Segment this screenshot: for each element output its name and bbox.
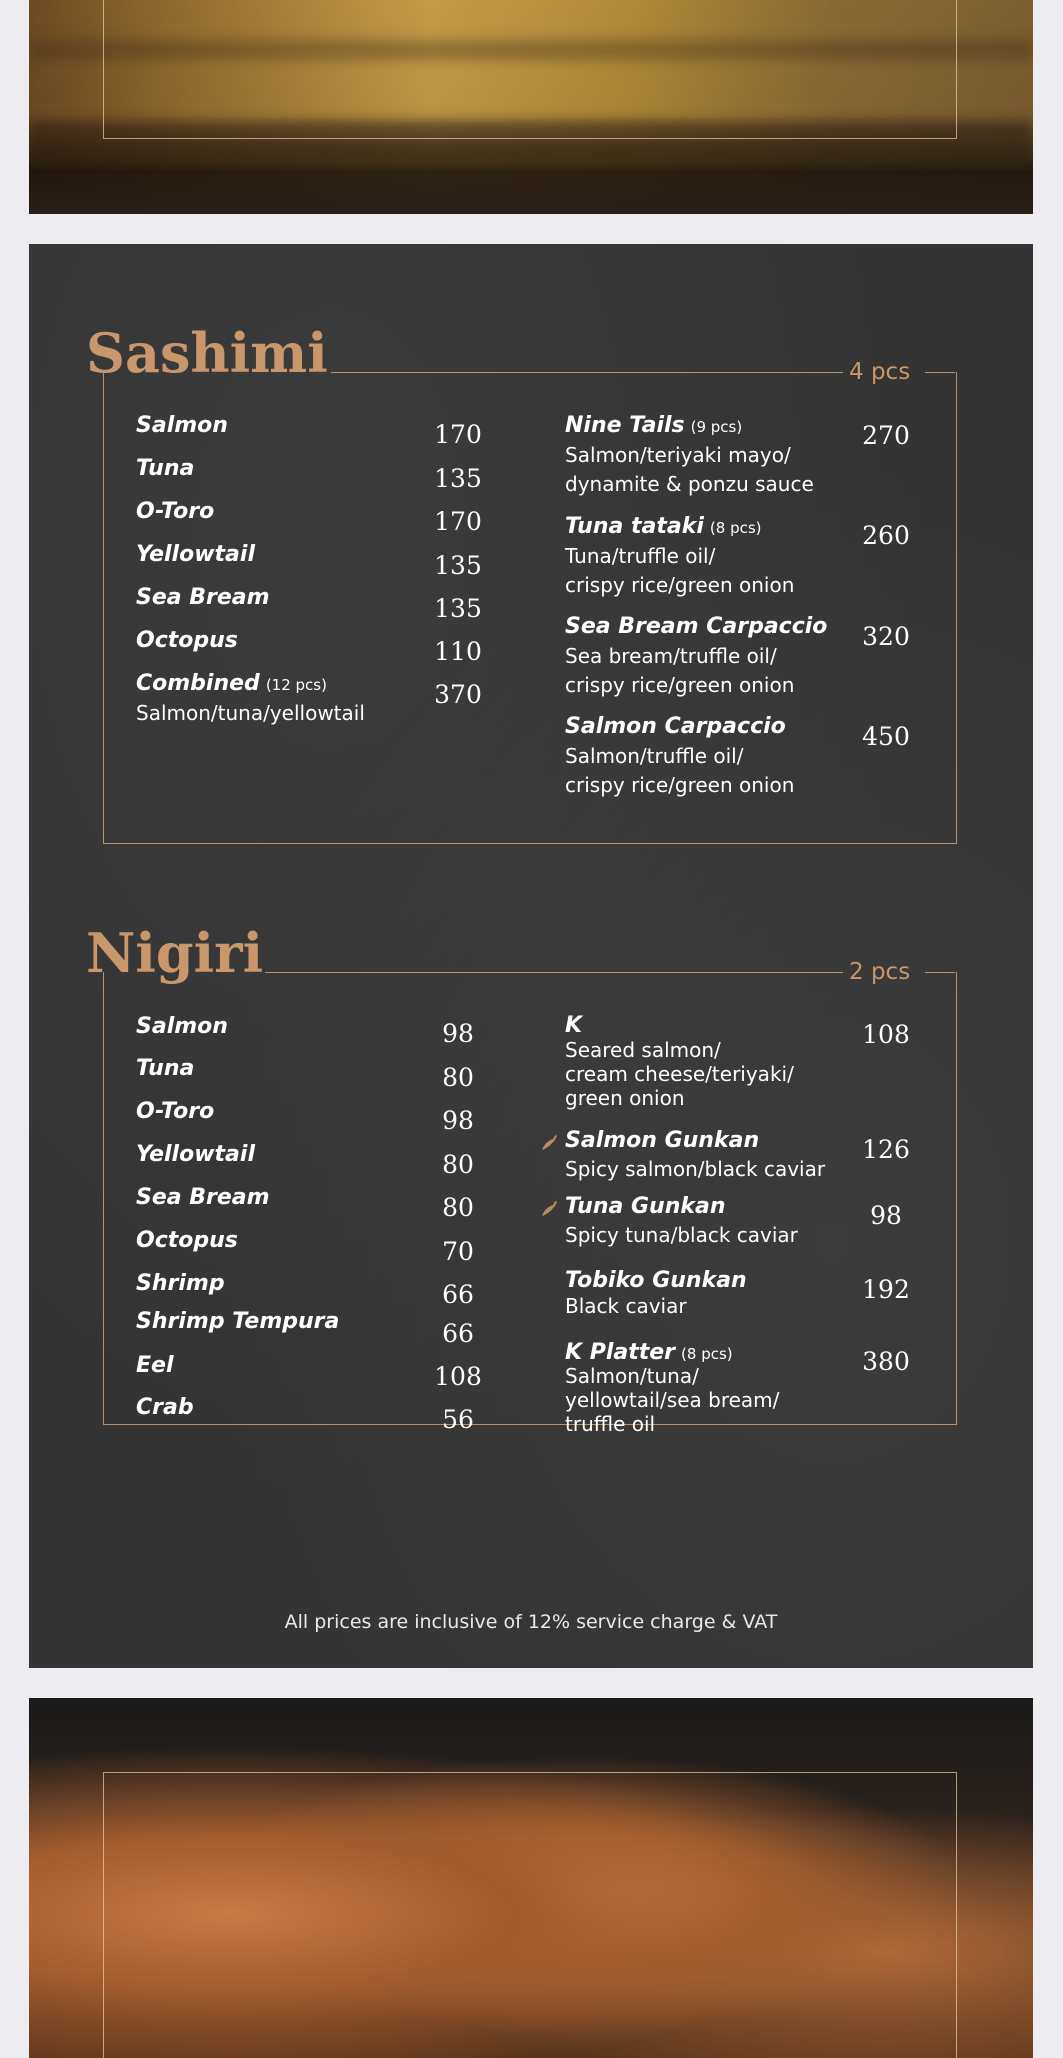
menu-board: [29, 244, 1033, 1668]
nigiri-item-desc: truffle oil: [565, 1412, 656, 1436]
nigiri-item-price: 192: [862, 1275, 910, 1304]
sashimi-item-desc: dynamite & ponzu sauce: [565, 472, 814, 496]
sashimi-item-price: 110: [434, 637, 482, 666]
sashimi-item-desc: crispy rice/green onion: [565, 573, 795, 597]
nigiri-item-price: 380: [862, 1347, 910, 1376]
nigiri-item-price: 56: [442, 1405, 474, 1434]
nigiri-item-desc: Seared salmon/: [565, 1038, 721, 1062]
nigiri-item-desc: yellowtail/sea bream/: [565, 1388, 780, 1412]
nigiri-pcs-label: 2 pcs: [849, 959, 911, 985]
item-pcs: (8 pcs): [681, 1345, 733, 1363]
sashimi-item-name: Combined (12 pcs): [136, 671, 327, 696]
nigiri-item-name: Shrimp: [136, 1271, 225, 1296]
sashimi-item-desc: crispy rice/green onion: [565, 773, 795, 797]
sashimi-item-price: 270: [862, 421, 910, 450]
nigiri-item-name: O-Toro: [136, 1099, 215, 1124]
sashimi-item-name: Yellowtail: [136, 542, 255, 567]
nigiri-item-price: 108: [862, 1020, 910, 1049]
nigiri-item-name: Eel: [136, 1353, 174, 1378]
top-food-photo: [29, 0, 1033, 214]
sashimi-item-price: 450: [862, 722, 910, 751]
nigiri-item-name: Yellowtail: [136, 1142, 255, 1167]
sashimi-item-name: O-Toro: [136, 499, 215, 524]
nigiri-item-price: 70: [442, 1237, 474, 1266]
sashimi-item-price: 370: [434, 680, 482, 709]
nigiri-item-desc: cream cheese/teriyaki/: [565, 1062, 794, 1086]
sashimi-item-name: Nine Tails (9 pcs): [565, 413, 743, 438]
nigiri-item-price: 66: [442, 1319, 474, 1348]
nigiri-item-name: Octopus: [136, 1228, 238, 1253]
sashimi-item-name: Sea Bream Carpaccio: [565, 614, 828, 639]
nigiri-item-price: 80: [442, 1193, 474, 1222]
sashimi-item-name: Salmon: [136, 413, 228, 438]
sashimi-item-price: 135: [434, 594, 482, 623]
price-footnote: All prices are inclusive of 12% service charge & VAT: [284, 1611, 778, 1633]
chili-icon: [539, 1133, 559, 1153]
sashimi-item-price: 135: [434, 464, 482, 493]
nigiri-item-desc: green onion: [565, 1086, 685, 1110]
nigiri-title: Nigiri: [86, 921, 264, 985]
nigiri-item-name: Sea Bream: [136, 1185, 270, 1210]
nigiri-item-name: Crab: [136, 1395, 194, 1420]
sashimi-item-desc: Salmon/tuna/yellowtail: [136, 701, 365, 725]
sashimi-item-price: 135: [434, 551, 482, 580]
nigiri-item-price: 98: [442, 1106, 474, 1135]
sashimi-item-price: 260: [862, 521, 910, 550]
nigiri-item-name: Salmon Gunkan: [565, 1128, 760, 1153]
nigiri-item-desc: Black caviar: [565, 1294, 687, 1318]
sashimi-pcs-label: 4 pcs: [849, 359, 911, 385]
sashimi-item-name: Sea Bream: [136, 585, 270, 610]
nigiri-item-name: Tobiko Gunkan: [565, 1268, 747, 1293]
sashimi-item-desc: Sea bream/truffle oil/: [565, 644, 777, 668]
sashimi-item-name: Tuna: [136, 456, 195, 481]
bottom-food-photo: [29, 1698, 1033, 2058]
sashimi-item-name: Tuna tataki (8 pcs): [565, 514, 762, 539]
sashimi-item-price: 170: [434, 420, 482, 449]
nigiri-item-name: Shrimp Tempura: [136, 1309, 340, 1334]
nigiri-item-name: Tuna: [136, 1056, 195, 1081]
nigiri-item-price: 98: [442, 1019, 474, 1048]
item-pcs: (12 pcs): [265, 676, 327, 694]
nigiri-item-name: Tuna Gunkan: [565, 1194, 726, 1219]
nigiri-item-price: 126: [862, 1135, 910, 1164]
sashimi-item-name: Salmon Carpaccio: [565, 714, 786, 739]
sashimi-item-price: 170: [434, 507, 482, 536]
nigiri-item-price: 98: [870, 1201, 902, 1230]
nigiri-item-desc: Spicy salmon/black caviar: [565, 1157, 826, 1181]
nigiri-item-name: K: [565, 1013, 583, 1038]
sashimi-title: Sashimi: [86, 321, 328, 385]
nigiri-item-desc: Salmon/tuna/: [565, 1364, 699, 1388]
nigiri-item-price: 66: [442, 1280, 474, 1309]
sashimi-item-desc: crispy rice/green onion: [565, 673, 795, 697]
nigiri-item-price: 108: [434, 1362, 482, 1391]
photo-frame: [103, 0, 957, 139]
nigiri-item-desc: Spicy tuna/black caviar: [565, 1223, 798, 1247]
item-pcs: (9 pcs): [690, 418, 743, 436]
photo-frame: [103, 1772, 957, 2058]
chili-icon: [539, 1199, 559, 1219]
nigiri-item-price: 80: [442, 1063, 474, 1092]
sashimi-item-name: Octopus: [136, 628, 238, 653]
sashimi-item-desc: Tuna/truffle oil/: [565, 544, 716, 568]
nigiri-item-name: Salmon: [136, 1014, 228, 1039]
sashimi-item-desc: Salmon/truffle oil/: [565, 744, 744, 768]
sashimi-item-price: 320: [862, 622, 910, 651]
sashimi-item-desc: Salmon/teriyaki mayo/: [565, 443, 791, 467]
item-pcs: (8 pcs): [709, 519, 762, 537]
nigiri-item-price: 80: [442, 1150, 474, 1179]
nigiri-item-name: K Platter (8 pcs): [565, 1340, 733, 1365]
